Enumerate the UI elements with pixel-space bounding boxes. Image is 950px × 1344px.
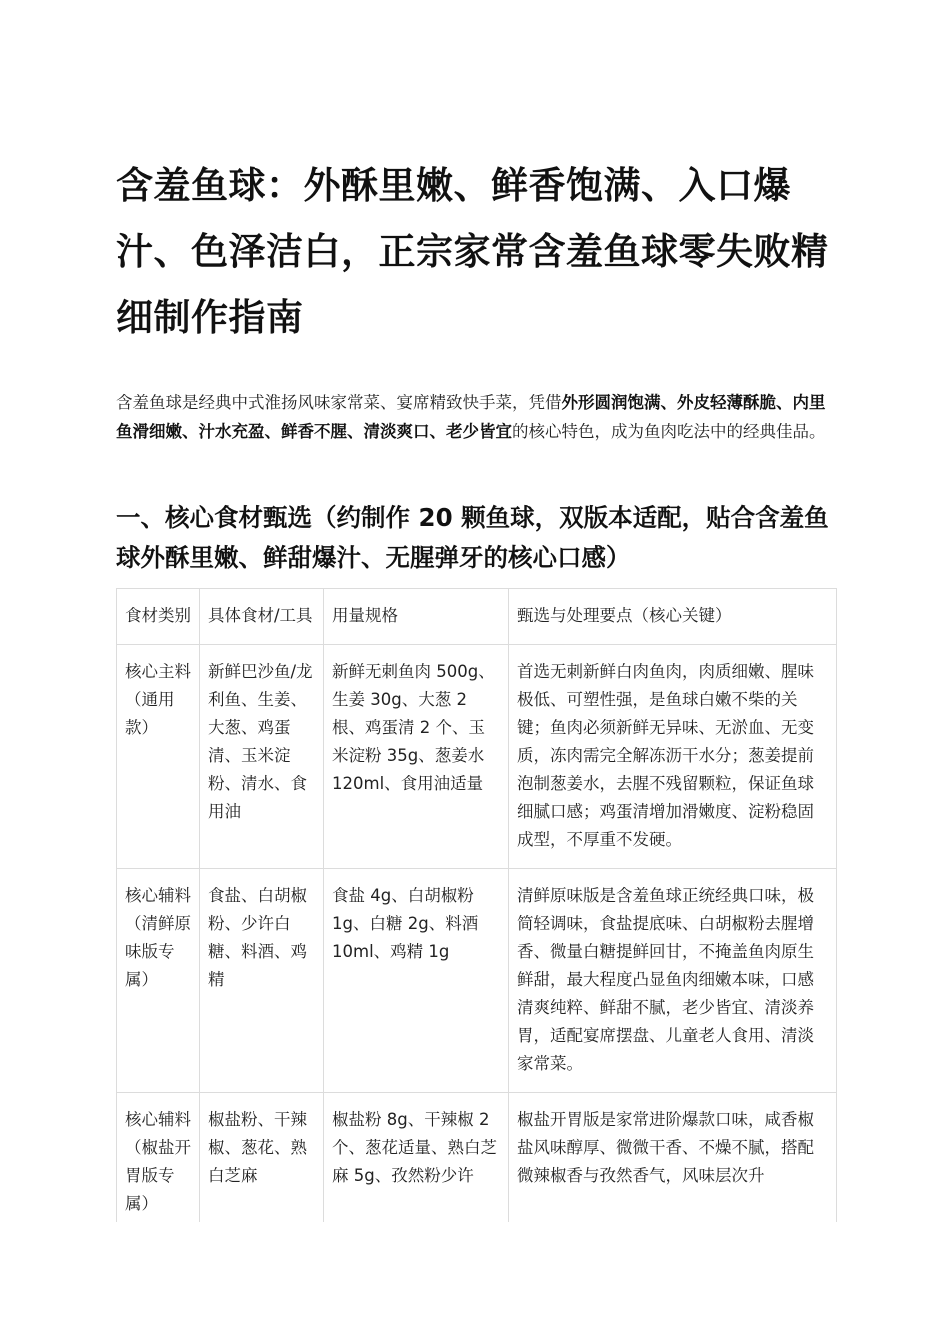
table-row [117, 869, 837, 1093]
table-cell: 食盐 4g、白胡椒粉 1g、白糖 2g、料酒 10ml、鸡精 1g [324, 869, 509, 1093]
table-cell: 清鲜原味版是含羞鱼球正统经典口味，极简轻调味，食盐提底味、白胡椒粉去腥增香、微量白糖提鲜回甘，不掩盖鱼肉原生鲜甜，最大程度凸显鱼肉细嫩本味，口感清爽纯粹、鲜甜不腻，老少皆宜、清淡养胃，适配宴席摆盘、儿童老人食用、清淡家常菜。 [509, 869, 837, 1093]
table-header-row [117, 589, 837, 645]
table-header-cell: 甄选与处理要点（核心关键） [509, 589, 837, 645]
section-heading-ingredients: 一、核心食材甄选（约制作 20 颗鱼球，双版本适配，贴合含羞鱼球外酥里嫩、鲜甜爆汁、无腥弹牙的核心口感） [116, 503, 829, 572]
table-header-cell: 食材类别 [117, 589, 200, 645]
table-cell: 核心辅料（清鲜原味版专属） [117, 869, 200, 1093]
table-cell: 新鲜巴沙鱼/龙利鱼、生姜、大葱、鸡蛋清、玉米淀粉、清水、食用油 [200, 645, 324, 869]
table-cell: 食盐、白胡椒粉、少许白糖、料酒、鸡精 [200, 869, 324, 1093]
intro-text-start: 含羞鱼球是经典中式淮扬风味家常菜、宴席精致快手菜，凭借 [116, 393, 562, 412]
intro-bold-highlight: 外形圆润饱满、外皮轻薄酥脆、内里鱼滑细嫩、汁水充盈、鲜香不腥、清淡爽口、老少皆宜 [116, 393, 826, 441]
table-cell: 椒盐粉、干辣椒、葱花、熟白芝麻 [200, 1093, 324, 1233]
page-title: 含羞鱼球：外酥里嫩、鲜香饱满、入口爆汁、色泽洁白，正宗家常含羞鱼球零失败精细制作指南 [116, 164, 829, 339]
table-header-cell: 用量规格 [324, 589, 509, 645]
table-cell: 新鲜无刺鱼肉 500g、生姜 30g、大葱 2 根、鸡蛋清 2 个、玉米淀粉 35g、葱姜水 120ml、食用油适量 [324, 645, 509, 869]
table-cell: 椒盐开胃版是家常进阶爆款口味，咸香椒盐风味醇厚、微微干香、不燥不腻，搭配微辣椒香与孜然香气，风味层次升 [509, 1093, 837, 1233]
table-row [117, 645, 837, 869]
table-cell: 核心辅料（椒盐开胃版专属） [117, 1093, 200, 1233]
page-bottom-margin [0, 1222, 950, 1344]
intro-paragraph [116, 388, 836, 446]
table-header-cell: 具体食材/工具 [200, 589, 324, 645]
table-cell: 首选无刺新鲜白肉鱼肉，肉质细嫩、腥味极低、可塑性强，是鱼球白嫩不柴的关键；鱼肉必须新鲜无异味、无淤血、无变质，冻肉需完全解冻沥干水分；葱姜提前泡制葱姜水，去腥不残留颗粒，保证鱼球细腻口感；鸡蛋清增加滑嫩度、淀粉稳固成型，不厚重不发硬。 [509, 645, 837, 869]
table-cell: 核心主料（通用款） [117, 645, 200, 869]
intro-text-end: 的核心特色，成为鱼肉吃法中的经典佳品。 [512, 422, 826, 441]
table-cell: 椒盐粉 8g、干辣椒 2 个、葱花适量、熟白芝麻 5g、孜然粉少许 [324, 1093, 509, 1233]
table-row [117, 1093, 837, 1233]
ingredients-table [116, 588, 837, 1233]
